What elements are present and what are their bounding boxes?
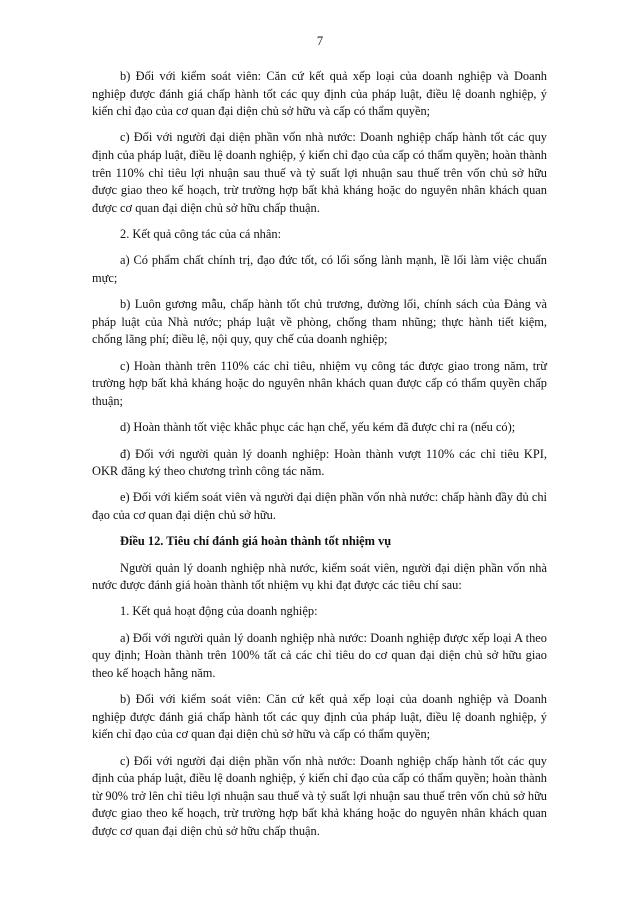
article-paragraph: Người quản lý doanh nghiệp nhà nước, kiểm soát viên, người đại diện phần vốn nhà nước được đánh giá hoàn thành tốt nhiệm vụ khi đạt được các tiêu chí sau: [92, 560, 547, 593]
article-paragraph: a) Đối với người quản lý doanh nghiệp nhà nước: Doanh nghiệp được xếp loại A theo quy định; Hoàn thành trên 100% tất cả các chỉ tiêu do cơ quan đại diện chủ sở hữu giao theo kế hoạch hằng năm. [92, 630, 547, 680]
paragraph: d) Hoàn thành tốt việc khắc phục các hạn chế, yếu kém đã được chỉ ra (nếu có); [120, 420, 516, 435]
paragraph: b) Đối với kiểm soát viên: Căn cứ kết quả xếp loại của doanh nghiệp và Doanh nghiệp được đánh giá chấp hành tốt các quy định của pháp luật, điều lệ doanh nghiệp, ý kiến chỉ đạo của cơ quan đại diện chủ sở hữu và cấp có thẩm quyền; [92, 69, 547, 119]
paragraph: e) Đối với kiểm soát viên và người đại diện phần vốn nhà nước: chấp hành đầy đủ chỉ đạo của cơ quan đại diện chủ sở hữu. [92, 490, 547, 522]
page-body [92, 68, 547, 849]
article-paragraph: b) Đối với kiểm soát viên: Căn cứ kết quả xếp loại của doanh nghiệp và Doanh nghiệp được đánh giá chấp hành tốt các quy định của pháp luật, điều lệ doanh nghiệp, ý kiến chỉ đạo của cơ quan đại diện chủ sở hữu và cấp có thẩm quyền; [92, 692, 547, 742]
article-paragraph: c) Đối với người đại diện phần vốn nhà nước: Doanh nghiệp chấp hành tốt các quy định của pháp luật, điều lệ doanh nghiệp, ý kiến chỉ đạo của cấp có thẩm quyền; hoàn thành từ 90% trở lên chỉ tiêu lợi nhuận sau thuế và tỷ suất lợi nhuận sau thuế trên vốn chủ sở hữu được giao theo kế hoạch, trừ trường hợp bất khả kháng hoặc do nguyên nhân khách quan được cơ quan đại diện chủ sở hữu chấp thuận. [92, 753, 547, 838]
paragraph: b) Luôn gương mẫu, chấp hành tốt chủ trương, đường lối, chính sách của Đảng và pháp luật của Nhà nước; pháp luật về phòng, chống tham nhũng; thực hành tiết kiệm, chống lãng phí; điều lệ, nội quy, quy chế của doanh nghiệp; [92, 297, 547, 347]
paragraph: c) Đối với người đại diện phần vốn nhà nước: Doanh nghiệp chấp hành tốt các quy định của pháp luật, điều lệ doanh nghiệp, ý kiến chỉ đạo của cấp có thẩm quyền; hoàn thành trên 110% chỉ tiêu lợi nhuận sau thuế và tỷ suất lợi nhuận sau thuế trên vốn chủ sở hữu được giao theo kế hoạch, trừ trường hợp bất khả kháng hoặc do nguyên nhân khách quan được cơ quan đại diện chủ sở hữu chấp thuận. [92, 130, 547, 215]
paragraph: a) Có phẩm chất chính trị, đạo đức tốt, có lối sống lành mạnh, lề lối làm việc chuẩn mực; [92, 253, 547, 285]
paragraph: 2. Kết quả công tác của cá nhân: [120, 227, 282, 242]
article-paragraph: 1. Kết quả hoạt động của doanh nghiệp: [120, 604, 318, 619]
article-heading: Điều 12. Tiêu chí đánh giá hoàn thành tốt nhiệm vụ [120, 534, 392, 549]
paragraph: đ) Đối với người quản lý doanh nghiệp: Hoàn thành vượt 110% các chỉ tiêu KPI, OKR đăng ký theo chương trình công tác năm. [92, 446, 547, 479]
page-number: 7 [316, 34, 324, 48]
paragraph: c) Hoàn thành trên 110% các chỉ tiêu, nhiệm vụ công tác được giao trong năm, trừ trường hợp bất khả kháng hoặc do nguyên nhân khách quan được cấp có thẩm quyền chấp thuận; [92, 358, 547, 408]
